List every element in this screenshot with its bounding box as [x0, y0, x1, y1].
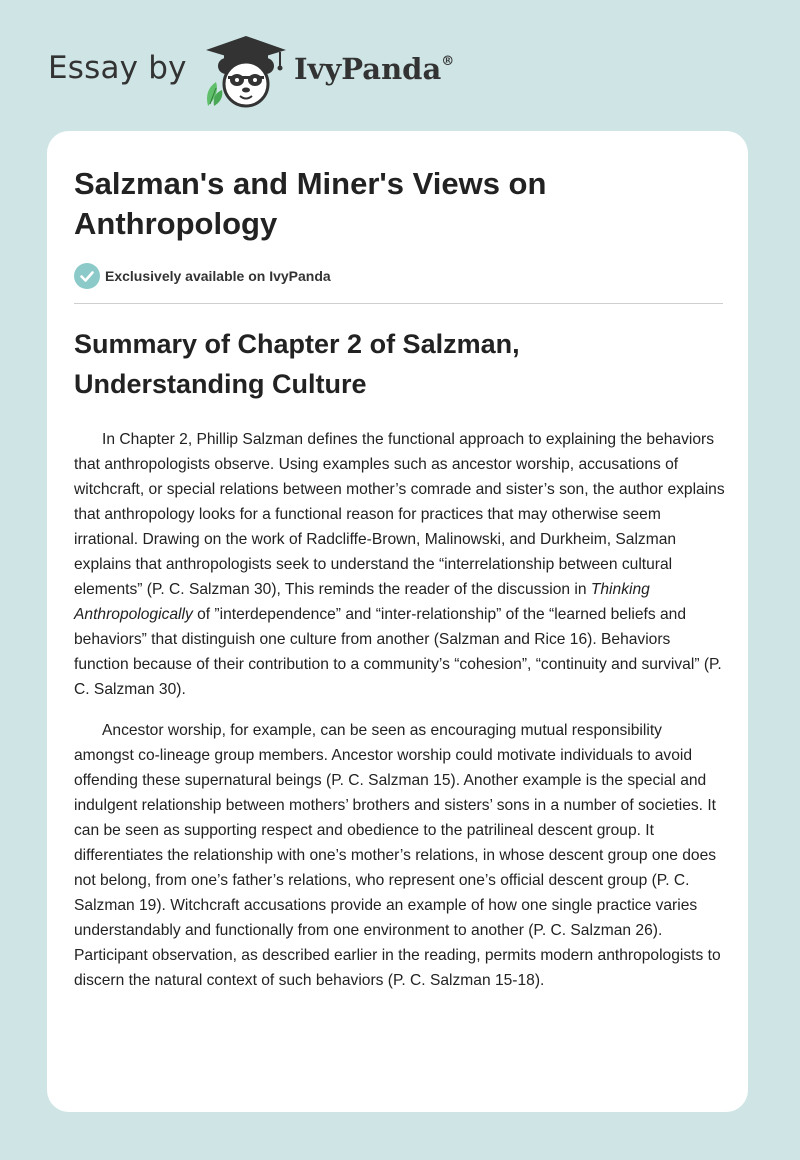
registered-mark: ®	[441, 54, 455, 69]
brand-name[interactable]: IvyPanda®	[294, 52, 455, 86]
check-circle-icon	[74, 263, 100, 289]
essay-body	[74, 427, 726, 1009]
paragraph-1: In Chapter 2, Phillip Salzman defines the functional approach to explaining the behaviors that anthropologists observe. Using examples such as ancestor worship, accusations of witchcraft, or special relations between mother’s comrade and sister’s son, the author explains that anthropology looks for a functional reason for practices that may otherwise seem irrational. Drawing on the work of Radcliffe-Brown, Malinowski, and Durkheim, Salzman explains that anthropologists seek to understand the “interrelationship between cultural elements” (P. C. Salzman 30), This reminds the reader of the discussion in Thinking Anthropologically of ”interdependence” and “inter-relationship” of the “learned beliefs and behaviors” that distinguish one culture from another (Salzman and Rice 16). Behaviors function because of their contribution to a community’s “cohesion”, “continuity and survival” (P. C. Salzman 30).	[74, 431, 725, 698]
essay-card	[47, 131, 748, 1112]
section-heading: Summary of Chapter 2 of Salzman, Understanding Culture	[74, 329, 520, 399]
page-title: Salzman's and Miner's Views on Anthropology	[74, 166, 547, 241]
essay-by-label: Essay by	[48, 50, 187, 86]
exclusive-badge-text: Exclusively available on IvyPanda	[105, 268, 331, 284]
divider	[74, 303, 723, 304]
panda-graduate-icon[interactable]	[200, 32, 292, 110]
exclusive-badge	[74, 262, 331, 290]
book-title: Thinking Anthropologically	[74, 581, 650, 623]
site-header	[0, 0, 800, 130]
paragraph-2: Ancestor worship, for example, can be seen as encouraging mutual responsibility amongst co-lineage group members. Ancestor worship could motivate individuals to avoid offending these supernatural beings (P. C. Salzman 15). Another example is the special and indulgent relationship between mothers’ brothers and sisters’ sons in a number of societies. It can be seen as supporting respect and obedience to the patrilineal descent group. It differentiates the relationship with one’s mother’s relations, in whose descent group one does not belong, from one’s father’s relations, who represent one’s official descent group (P. C. Salzman 19). Witchcraft accusations provide an example of how one single practice varies understandably and functionally from one environment to another (P. C. Salzman 26). Participant observation, as described earlier in the reading, permits modern anthropologists to discern the natural context of such behaviors (P. C. Salzman 15-18).	[74, 722, 721, 989]
